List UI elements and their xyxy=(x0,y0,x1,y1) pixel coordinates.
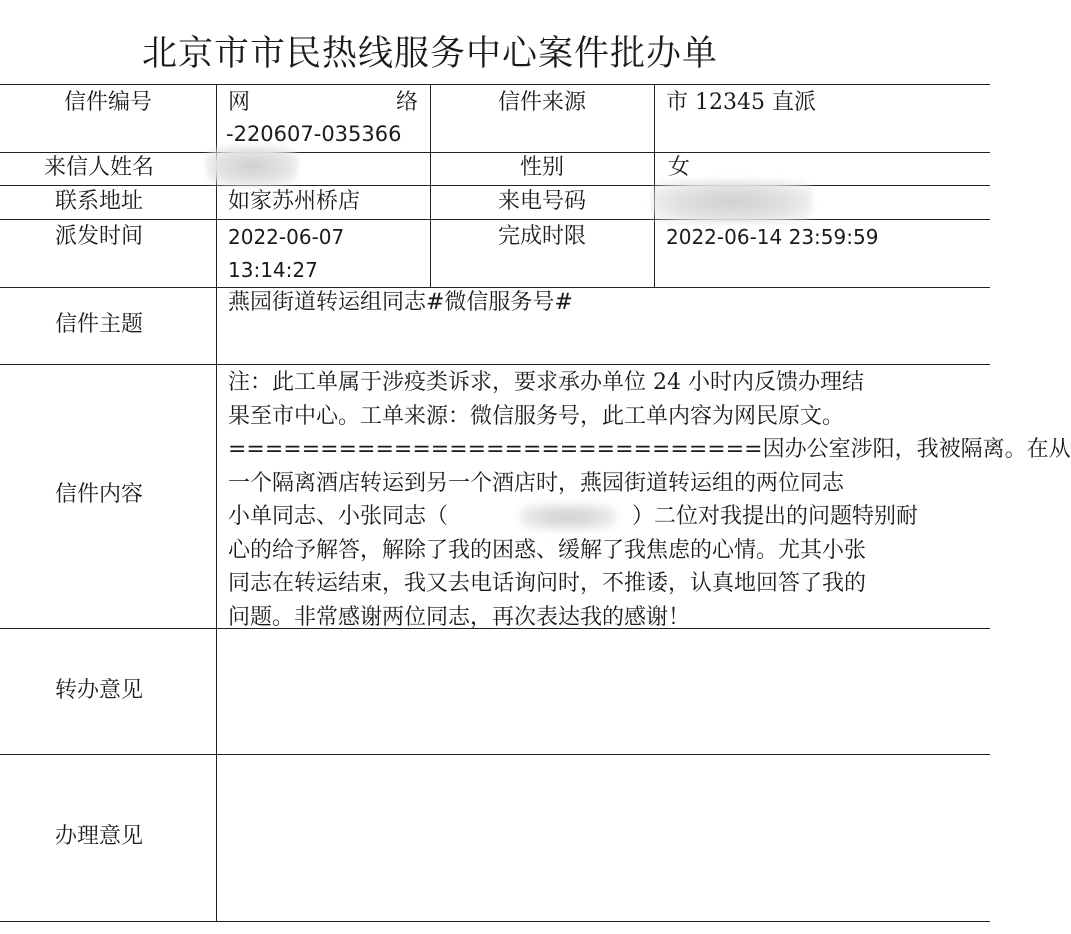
content-line: 问题。非常感谢两位同志，再次表达我的感谢！ xyxy=(228,604,691,630)
handling-opinion-label: 办理意见 xyxy=(54,824,143,849)
gender-label: 性别 xyxy=(519,155,564,180)
content-line: 心的给予解答，解除了我的困惑、缓解了我焦虑的心情。尤其小张 xyxy=(228,537,867,563)
content-body xyxy=(228,366,1071,630)
deadline-label: 完成时限 xyxy=(497,224,586,249)
letter-no-value-number: -220607-035366 xyxy=(226,122,402,146)
subject-value: 燕园街道转运组同志#微信服务号# xyxy=(228,290,573,315)
row-divider xyxy=(0,364,990,365)
content-line: =============================因办公室涉阳，我被隔离。在从 xyxy=(228,437,1071,462)
content-line: 果至市中心。工单来源：微信服务号，此工单内容为网民原文。 xyxy=(228,403,845,429)
phone-label: 来电号码 xyxy=(497,189,586,214)
address-value: 如家苏州桥店 xyxy=(228,189,361,214)
content-line: 注：此工单属于涉疫类诉求，要求承办单位 24 小时内反馈办理结 xyxy=(228,370,864,395)
deadline-value: 2022-06-14 23:59:59 xyxy=(666,225,879,249)
address-label: 联系地址 xyxy=(54,189,143,214)
column-divider xyxy=(216,85,217,921)
content-line xyxy=(228,500,934,534)
content-label: 信件内容 xyxy=(54,482,143,507)
content-line: 一个隔离酒店转运到另一个酒店时，燕园街道转运组的两位同志 xyxy=(228,470,845,496)
dispatch-date-value: 2022-06-07 xyxy=(228,225,345,249)
source-label: 信件来源 xyxy=(497,90,586,115)
form-title: 北京市市民热线服务中心案件批办单 xyxy=(141,34,718,74)
content-line-part: ）二位对我提出的问题特别耐 xyxy=(632,504,919,529)
sender-name-label: 来信人姓名 xyxy=(43,155,154,180)
redacted-name xyxy=(206,146,298,186)
letter-no-label: 信件编号 xyxy=(63,90,152,115)
letter-no-value-part2: 络 xyxy=(396,90,419,115)
redacted-phone-inline xyxy=(520,504,616,530)
source-value: 市 12345 直派 xyxy=(666,90,816,115)
content-line-part: 小单同志、小张同志（ xyxy=(228,504,449,529)
row-divider xyxy=(0,754,990,755)
dispatch-time-label: 派发时间 xyxy=(54,224,143,249)
redacted-phone xyxy=(652,180,812,224)
letter-no-value-part1: 网 xyxy=(228,90,251,115)
content-line: 同志在转运结束，我又去电话询问时，不推诿，认真地回答了我的 xyxy=(228,571,867,596)
dispatch-clock-value: 13:14:27 xyxy=(228,258,318,282)
transfer-opinion-label: 转办意见 xyxy=(54,678,143,703)
gender-value: 女 xyxy=(668,155,691,180)
subject-label: 信件主题 xyxy=(54,312,143,337)
